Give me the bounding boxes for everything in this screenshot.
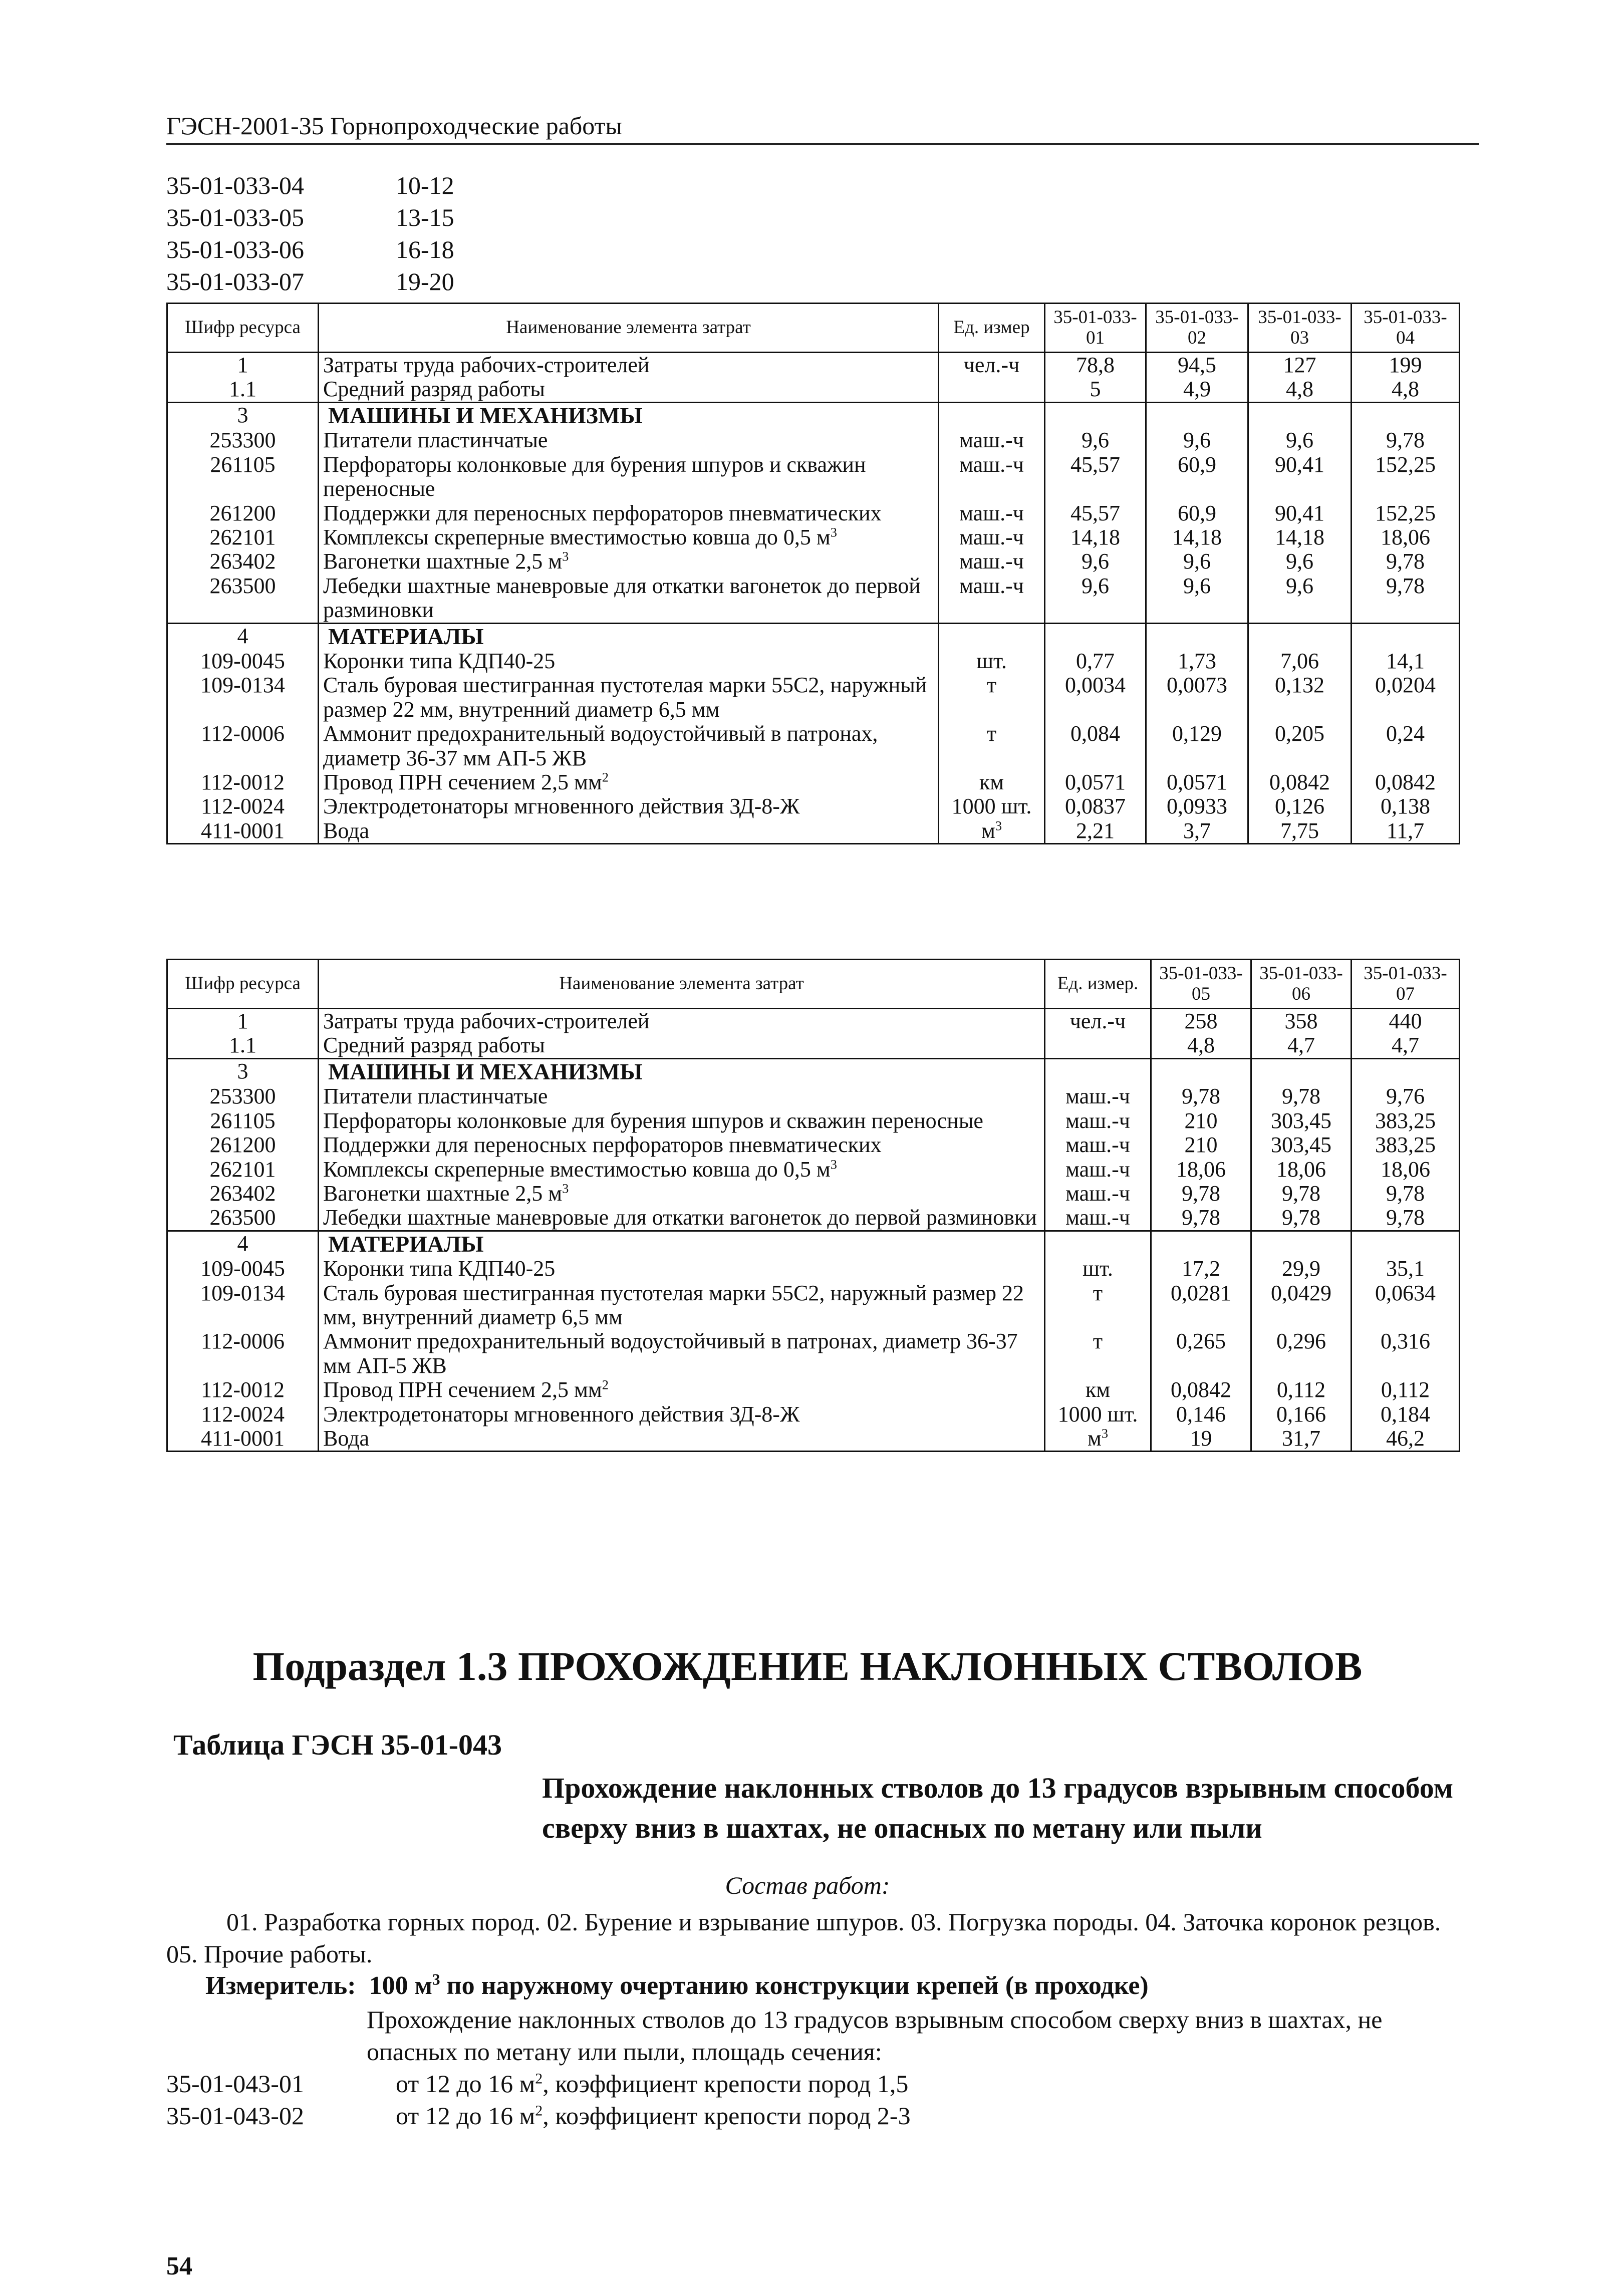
value-cell: 383,25 <box>1352 1133 1460 1157</box>
resource-name: Поддержки для переносных перфораторов пневматических <box>319 501 939 525</box>
table-title-text: Прохождение наклонных стволов до 13 градусов взрывным способом сверху вниз в шахтах, не опасных по метану или пыли <box>542 1772 1454 1844</box>
value-cell: 2,21 <box>1045 819 1146 844</box>
table-row <box>167 1329 1460 1378</box>
code-range-row <box>166 201 454 233</box>
value-cell: 9,78 <box>1251 1206 1352 1231</box>
table-row <box>167 1084 1460 1108</box>
value-cell <box>1151 1231 1251 1257</box>
value-cell: 4,8 <box>1151 1033 1251 1058</box>
resource-name: Затраты труда рабочих-строителей <box>319 353 939 378</box>
unit: маш.-ч <box>939 453 1045 501</box>
unit: км <box>939 770 1045 794</box>
resource-code: 263500 <box>167 1206 319 1231</box>
value-cell: 152,25 <box>1352 501 1460 525</box>
value-cell: 1,73 <box>1146 649 1248 673</box>
unit: $м^3$ <box>1045 1426 1151 1452</box>
value-cell: 9,78 <box>1352 1182 1460 1206</box>
table-row <box>167 1402 1460 1426</box>
value-cell: 9,6 <box>1248 574 1352 623</box>
value-cell: 0,0842 <box>1352 770 1460 794</box>
resource-name: Вода <box>319 1426 1045 1452</box>
value-cell: 0,0842 <box>1248 770 1352 794</box>
value-cell: 9,78 <box>1251 1084 1352 1108</box>
resource-code: 112-0006 <box>167 1329 319 1378</box>
resource-name: Вагонетки шахтные 2,5 $м^3$ <box>319 549 939 573</box>
value-cell: 9,78 <box>1251 1182 1352 1206</box>
value-cell: 0,0073 <box>1146 673 1248 722</box>
resource-name: Перфораторы колонковые для бурения шпуров и скважин переносные <box>319 1109 1045 1133</box>
table-row <box>167 377 1460 402</box>
resource-name: Аммонит предохранительный водоустойчивый в патронах, диаметр 36-37 мм АП-5 ЖВ <box>319 1329 1045 1378</box>
header-cell: 35-01-033-03 <box>1248 304 1352 353</box>
table-row <box>167 649 1460 673</box>
value-cell: 45,57 <box>1045 453 1146 501</box>
table-row <box>167 623 1460 649</box>
value-cell: 4,8 <box>1248 377 1352 402</box>
resource-code: 112-0006 <box>167 722 319 770</box>
resource-code: 109-0045 <box>167 649 319 673</box>
works-text: 01. Разработка горных пород. 02. Бурение и взрывание шпуров. 03. Погрузка породы. 04. Заточка коронок резцов. 05. Прочие работы. <box>166 1908 1441 1968</box>
norm-list <box>166 2068 911 2132</box>
value-cell <box>1248 402 1352 428</box>
table-row <box>167 1033 1460 1058</box>
table-row <box>167 770 1460 794</box>
table-row <box>167 501 1460 525</box>
value-cell: 152,25 <box>1352 453 1460 501</box>
value-cell <box>1251 1231 1352 1257</box>
resource-code: 262101 <box>167 525 319 549</box>
value-cell: 90,41 <box>1248 501 1352 525</box>
value-cell: 14,18 <box>1045 525 1146 549</box>
value-cell: 0,0571 <box>1146 770 1248 794</box>
value-cell: 0,184 <box>1352 1402 1460 1426</box>
value-cell: 9,6 <box>1248 428 1352 452</box>
header-cell: 35-01-033-04 <box>1352 304 1460 353</box>
unit <box>939 402 1045 428</box>
value-cell: 0,316 <box>1352 1329 1460 1378</box>
resource-code: 1 <box>167 353 319 378</box>
value-cell: 0,296 <box>1251 1329 1352 1378</box>
value-cell <box>1352 402 1460 428</box>
value-cell: 0,0281 <box>1151 1281 1251 1330</box>
value-cell: 9,6 <box>1146 549 1248 573</box>
value-cell: 9,6 <box>1146 574 1248 623</box>
table-row <box>167 1058 1460 1084</box>
value-cell: 127 <box>1248 353 1352 378</box>
resource-code: 253300 <box>167 428 319 452</box>
code: 35-01-033-06 <box>166 235 304 263</box>
value-cell <box>1146 402 1248 428</box>
resource-code: 261200 <box>167 1133 319 1157</box>
table-row <box>167 1257 1460 1281</box>
unit: маш.-ч <box>1045 1133 1151 1157</box>
header-cell: Ед. измер. <box>1045 960 1151 1009</box>
value-cell: 14,18 <box>1146 525 1248 549</box>
code-range-row <box>166 233 454 265</box>
value-cell: 0,205 <box>1248 722 1352 770</box>
value-cell: 0,0634 <box>1352 1281 1460 1330</box>
measure-value: 100 м <box>369 1971 433 2000</box>
norm-text: от 12 до 16 $м^2$, коэффициент крепости пород 2-3 <box>396 2102 911 2130</box>
table-row <box>167 722 1460 770</box>
resource-code: 112-0024 <box>167 1402 319 1426</box>
value-cell: 4,8 <box>1352 377 1460 402</box>
value-cell: 18,06 <box>1251 1158 1352 1182</box>
unit: шт. <box>939 649 1045 673</box>
resource-code: 263500 <box>167 574 319 623</box>
resource-name: Коронки типа КДП40-25 <box>319 1257 1045 1281</box>
unit: т <box>939 673 1045 722</box>
value-cell: 303,45 <box>1251 1109 1352 1133</box>
resource-code: 3 <box>167 1058 319 1084</box>
resource-code: 262101 <box>167 1158 319 1182</box>
resource-name: Вагонетки шахтные 2,5 $м^3$ <box>319 1182 1045 1206</box>
resource-code: 411-0001 <box>167 1426 319 1452</box>
unit: чел.-ч <box>1045 1009 1151 1034</box>
resource-code: 109-0134 <box>167 673 319 722</box>
resource-name: Провод ПРН сечением 2,5 $мм^2$ <box>319 770 939 794</box>
resource-name: Электродетонаторы мгновенного действия ЗД-8-Ж <box>319 794 939 818</box>
value-cell <box>1146 623 1248 649</box>
resource-table-2 <box>166 959 1460 1452</box>
unit <box>939 377 1045 402</box>
header-cell: Наименование элемента затрат <box>319 960 1045 1009</box>
resource-name: Провод ПРН сечением 2,5 $мм^2$ <box>319 1378 1045 1402</box>
resource-code: 263402 <box>167 549 319 573</box>
resource-name: Сталь буровая шестигранная пустотелая марки 55С2, наружный размер 22 мм, внутренний диаметр 6,5 мм <box>319 673 939 722</box>
code-range-list <box>166 169 454 298</box>
table-row <box>167 1009 1460 1034</box>
value-cell <box>1248 623 1352 649</box>
value-cell: 0,24 <box>1352 722 1460 770</box>
code: 35-01-033-04 <box>166 171 304 199</box>
value-cell: 11,7 <box>1352 819 1460 844</box>
resource-code: 3 <box>167 402 319 428</box>
table-row <box>167 1182 1460 1206</box>
norm-code: 35-01-043-01 <box>166 2070 304 2098</box>
resource-name: Вода <box>319 819 939 844</box>
value-cell: 0,132 <box>1248 673 1352 722</box>
table-row <box>167 1426 1460 1452</box>
table-row <box>167 1378 1460 1402</box>
value-cell: 0,129 <box>1146 722 1248 770</box>
resource-name: Средний разряд работы <box>319 1033 1045 1058</box>
value-cell: 199 <box>1352 353 1460 378</box>
resource-code: 411-0001 <box>167 819 319 844</box>
resource-code: 1.1 <box>167 1033 319 1058</box>
value-cell: 94,5 <box>1146 353 1248 378</box>
table-row <box>167 402 1460 428</box>
resource-name: Электродетонаторы мгновенного действия ЗД-8-Ж <box>319 1402 1045 1426</box>
resource-code: 112-0024 <box>167 794 319 818</box>
value-cell: 4,7 <box>1251 1033 1352 1058</box>
value-cell: 0,138 <box>1352 794 1460 818</box>
code: 35-01-033-05 <box>166 203 304 231</box>
code-range-row <box>166 265 454 298</box>
resource-table-1 <box>166 303 1460 844</box>
value-cell: 14,18 <box>1248 525 1352 549</box>
header-cell: Шифр ресурса <box>167 304 319 353</box>
resource-code: 109-0045 <box>167 1257 319 1281</box>
value-cell: 9,78 <box>1151 1206 1251 1231</box>
value-cell: 18,06 <box>1151 1158 1251 1182</box>
unit <box>1045 1033 1151 1058</box>
resource-code: 1 <box>167 1009 319 1034</box>
table-row <box>167 819 1460 844</box>
resource-code: 253300 <box>167 1084 319 1108</box>
value-cell: 440 <box>1352 1009 1460 1034</box>
value-cell: 9,78 <box>1151 1182 1251 1206</box>
value-cell: 0,146 <box>1151 1402 1251 1426</box>
value-cell: 383,25 <box>1352 1109 1460 1133</box>
table-row <box>167 574 1460 623</box>
resource-name: МАТЕРИАЛЫ <box>319 1231 1045 1257</box>
value-cell <box>1352 1058 1460 1084</box>
norm-text: от 12 до 16 $м^2$, коэффициент крепости пород 1,5 <box>396 2070 909 2098</box>
value-cell: 9,76 <box>1352 1084 1460 1108</box>
value-cell: 9,6 <box>1045 574 1146 623</box>
header-cell: 35-01-033-07 <box>1352 960 1460 1009</box>
value-cell: 9,78 <box>1151 1084 1251 1108</box>
resource-name: Перфораторы колонковые для бурения шпуров и скважин переносные <box>319 453 939 501</box>
range: 16-18 <box>396 235 454 263</box>
value-cell <box>1352 623 1460 649</box>
header-cell: Шифр ресурса <box>167 960 319 1009</box>
unit: маш.-ч <box>939 501 1045 525</box>
header-cell: 35-01-033-02 <box>1146 304 1248 353</box>
code: 35-01-033-07 <box>166 267 304 296</box>
unit: т <box>939 722 1045 770</box>
resource-code: 1.1 <box>167 377 319 402</box>
resource-name: Аммонит предохранительный водоустойчивый в патронах, диаметр 36-37 мм АП-5 ЖВ <box>319 722 939 770</box>
table-row <box>167 549 1460 573</box>
value-cell: 0,0204 <box>1352 673 1460 722</box>
resource-code: 109-0134 <box>167 1281 319 1330</box>
resource-name: Средний разряд работы <box>319 377 939 402</box>
value-cell: 9,6 <box>1045 428 1146 452</box>
value-cell: 0,0429 <box>1251 1281 1352 1330</box>
value-cell: 9,78 <box>1352 549 1460 573</box>
table-row <box>167 1281 1460 1330</box>
resource-name: Коронки типа КДП40-25 <box>319 649 939 673</box>
table-row <box>167 1231 1460 1257</box>
value-cell: 18,06 <box>1352 1158 1460 1182</box>
header-rule <box>166 143 1479 145</box>
header-cell: 35-01-033-05 <box>1151 960 1251 1009</box>
page-number: 54 <box>166 2252 192 2280</box>
value-cell: 9,78 <box>1352 574 1460 623</box>
value-cell <box>1151 1058 1251 1084</box>
header-cell: Ед. измер <box>939 304 1045 353</box>
value-cell: 7,06 <box>1248 649 1352 673</box>
value-cell <box>1352 1231 1460 1257</box>
unit <box>1045 1231 1151 1257</box>
resource-name: Комплексы скреперные вместимостью ковша до 0,5 $м^3$ <box>319 1158 1045 1182</box>
value-cell: 0,0933 <box>1146 794 1248 818</box>
range: 13-15 <box>396 203 454 231</box>
resource-code: 261200 <box>167 501 319 525</box>
resource-code: 4 <box>167 623 319 649</box>
value-cell: 0,126 <box>1248 794 1352 818</box>
value-cell: 4,9 <box>1146 377 1248 402</box>
resource-name: Лебедки шахтные маневровые для откатки вагонеток до первой разминовки <box>319 1206 1045 1231</box>
value-cell <box>1045 402 1146 428</box>
measure-label: Измеритель: <box>205 1971 356 2000</box>
unit: шт. <box>1045 1257 1151 1281</box>
resource-code: 263402 <box>167 1182 319 1206</box>
table-row <box>167 794 1460 818</box>
table-row <box>167 1158 1460 1182</box>
value-cell: 17,2 <box>1151 1257 1251 1281</box>
value-cell: 0,0842 <box>1151 1378 1251 1402</box>
unit: маш.-ч <box>939 525 1045 549</box>
unit <box>1045 1058 1151 1084</box>
unit: т <box>1045 1281 1151 1330</box>
value-cell: 0,0034 <box>1045 673 1146 722</box>
running-header: ГЭСН-2001-35 Горнопроходческие работы <box>166 112 622 140</box>
unit: маш.-ч <box>1045 1182 1151 1206</box>
section-description: Прохождение наклонных стволов до 13 градусов взрывным способом сверху вниз в шахтах, не опасных по метану или пыли, площадь сечения: <box>367 2005 1383 2066</box>
value-cell: 358 <box>1251 1009 1352 1034</box>
table-row <box>167 525 1460 549</box>
value-cell: 9,6 <box>1146 428 1248 452</box>
resource-name: Лебедки шахтные маневровые для откатки вагонеток до первой разминовки <box>319 574 939 623</box>
table-title-prefix: Таблица ГЭСН 35-01-043 <box>173 1729 502 1761</box>
value-cell: 0,265 <box>1151 1329 1251 1378</box>
value-cell: 78,8 <box>1045 353 1146 378</box>
value-cell <box>1251 1058 1352 1084</box>
value-cell: 0,0837 <box>1045 794 1146 818</box>
value-cell: 3,7 <box>1146 819 1248 844</box>
value-cell: 45,57 <box>1045 501 1146 525</box>
value-cell: 9,6 <box>1045 549 1146 573</box>
resource-name: Сталь буровая шестигранная пустотелая марки 55С2, наружный размер 22 мм, внутренний диаметр 6,5 мм <box>319 1281 1045 1330</box>
value-cell: 0,112 <box>1251 1378 1352 1402</box>
unit: т <box>1045 1329 1151 1378</box>
resource-code: 4 <box>167 1231 319 1257</box>
resource-name: Поддержки для переносных перфораторов пневматических <box>319 1133 1045 1157</box>
unit: 1000 шт. <box>939 794 1045 818</box>
value-cell: 18,06 <box>1352 525 1460 549</box>
table-row <box>167 1206 1460 1231</box>
resource-code: 112-0012 <box>167 770 319 794</box>
unit: маш.-ч <box>1045 1206 1151 1231</box>
value-cell: 9,78 <box>1352 1206 1460 1231</box>
unit: маш.-ч <box>939 428 1045 452</box>
table-row <box>167 673 1460 722</box>
value-cell: 19 <box>1151 1426 1251 1452</box>
resource-name: Питатели пластинчатые <box>319 428 939 452</box>
table-row <box>167 353 1460 378</box>
section-title: Подраздел 1.3 ПРОХОЖДЕНИЕ НАКЛОННЫХ СТВОЛОВ <box>252 1643 1363 1689</box>
resource-code: 261105 <box>167 453 319 501</box>
value-cell: 0,0571 <box>1045 770 1146 794</box>
value-cell: 0,77 <box>1045 649 1146 673</box>
table-row <box>167 428 1460 452</box>
value-cell: 0,084 <box>1045 722 1146 770</box>
unit: маш.-ч <box>939 549 1045 573</box>
resource-code: 112-0012 <box>167 1378 319 1402</box>
range: 19-20 <box>396 267 454 296</box>
value-cell: 0,112 <box>1352 1378 1460 1402</box>
unit <box>939 623 1045 649</box>
unit: чел.-ч <box>939 353 1045 378</box>
unit: 1000 шт. <box>1045 1402 1151 1426</box>
works-label: Состав работ: <box>725 1871 890 1899</box>
value-cell: 31,7 <box>1251 1426 1352 1452</box>
value-cell: 5 <box>1045 377 1146 402</box>
resource-code: 261105 <box>167 1109 319 1133</box>
resource-name: Затраты труда рабочих-строителей <box>319 1009 1045 1034</box>
header-cell: Наименование элемента затрат <box>319 304 939 353</box>
header-cell: 35-01-033-01 <box>1045 304 1146 353</box>
unit: маш.-ч <box>939 574 1045 623</box>
measure-line: Измеритель: 100 $м^3$ по наружному очертанию конструкции крепей (в проходке) <box>205 1970 1149 2000</box>
value-cell: 0,166 <box>1251 1402 1352 1426</box>
resource-name: МАШИНЫ И МЕХАНИЗМЫ <box>319 402 939 428</box>
resource-name: Питатели пластинчатые <box>319 1084 1045 1108</box>
value-cell <box>1045 623 1146 649</box>
norm-code: 35-01-043-02 <box>166 2102 304 2130</box>
value-cell: 46,2 <box>1352 1426 1460 1452</box>
unit: маш.-ч <box>1045 1158 1151 1182</box>
unit: $м^3$ <box>939 819 1045 844</box>
measure-value-rest: по наружному очертанию конструкции крепей (в проходке) <box>440 1971 1149 2000</box>
unit: км <box>1045 1378 1151 1402</box>
range: 10-12 <box>396 171 454 199</box>
norm-item <box>166 2100 911 2132</box>
value-cell: 60,9 <box>1146 501 1248 525</box>
resource-name: МАТЕРИАЛЫ <box>319 623 939 649</box>
value-cell: 60,9 <box>1146 453 1248 501</box>
value-cell: 9,6 <box>1248 549 1352 573</box>
value-cell: 9,78 <box>1352 428 1460 452</box>
table-row <box>167 453 1460 501</box>
value-cell: 7,75 <box>1248 819 1352 844</box>
value-cell: 14,1 <box>1352 649 1460 673</box>
value-cell: 90,41 <box>1248 453 1352 501</box>
unit: маш.-ч <box>1045 1109 1151 1133</box>
value-cell: 210 <box>1151 1133 1251 1157</box>
value-cell: 258 <box>1151 1009 1251 1034</box>
unit: маш.-ч <box>1045 1084 1151 1108</box>
value-cell: 210 <box>1151 1109 1251 1133</box>
value-cell: 4,7 <box>1352 1033 1460 1058</box>
value-cell: 303,45 <box>1251 1133 1352 1157</box>
norm-item <box>166 2068 911 2100</box>
value-cell: 35,1 <box>1352 1257 1460 1281</box>
code-range-row <box>166 169 454 201</box>
table-row <box>167 1109 1460 1133</box>
value-cell: 29,9 <box>1251 1257 1352 1281</box>
table-row <box>167 1133 1460 1157</box>
resource-name: МАШИНЫ И МЕХАНИЗМЫ <box>319 1058 1045 1084</box>
header-cell: 35-01-033-06 <box>1251 960 1352 1009</box>
resource-name: Комплексы скреперные вместимостью ковша до 0,5 $м^3$ <box>319 525 939 549</box>
